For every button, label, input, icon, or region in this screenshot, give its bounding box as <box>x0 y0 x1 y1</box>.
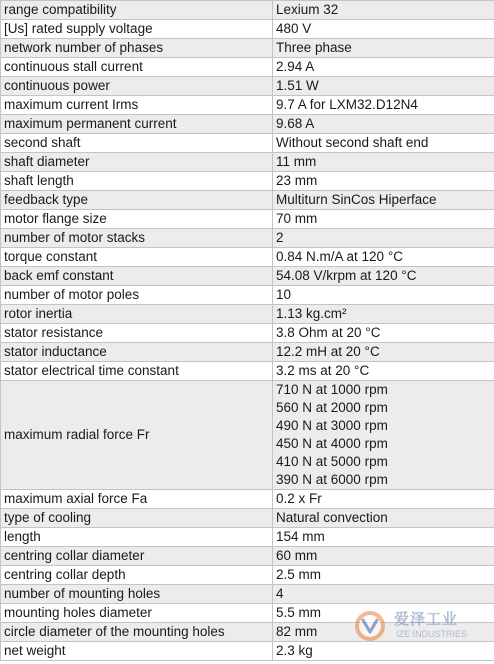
table-row <box>1 20 494 39</box>
spec-label: centring collar diameter <box>1 547 273 566</box>
spec-label: stator resistance <box>1 324 273 343</box>
spec-value-line: 450 N at 4000 rpm <box>276 436 388 451</box>
spec-value: 12.2 mH at 20 °C <box>273 343 494 362</box>
spec-value-line: 390 N at 6000 rpm <box>276 472 388 487</box>
spec-value: Natural convection <box>273 509 494 528</box>
spec-value: 2.3 kg <box>273 642 494 661</box>
table-row <box>1 362 494 381</box>
spec-value: 9.68 A <box>273 115 494 134</box>
spec-value: Multiturn SinCos Hiperface <box>273 191 494 210</box>
spec-value: 480 V <box>273 20 494 39</box>
table-row <box>1 77 494 96</box>
watermark-company-name-en: IZE INDUSTRIES <box>396 629 468 639</box>
spec-label: maximum permanent current <box>1 115 273 134</box>
table-row <box>1 623 494 642</box>
table-row <box>1 324 494 343</box>
spec-value: 82 mm <box>273 623 494 642</box>
spec-label: rotor inertia <box>1 305 273 324</box>
spec-value: 0.84 N.m/A at 120 °C <box>273 248 494 267</box>
spec-value: 9.7 A for LXM32.D12N4 <box>273 96 494 115</box>
table-row <box>1 134 494 153</box>
spec-value: Three phase <box>273 39 494 58</box>
spec-label: centring collar depth <box>1 566 273 585</box>
spec-value: 1.51 W <box>273 77 494 96</box>
table-row <box>1 509 494 528</box>
spec-value: 10 <box>273 286 494 305</box>
table-row <box>1 547 494 566</box>
spec-value-list <box>273 381 494 490</box>
spec-value: 5.5 mm <box>273 604 494 623</box>
spec-label: net weight <box>1 642 273 661</box>
spec-label: stator inductance <box>1 343 273 362</box>
table-row <box>1 604 494 623</box>
table-row <box>1 585 494 604</box>
spec-label: torque constant <box>1 248 273 267</box>
table-row <box>1 172 494 191</box>
spec-label: shaft length <box>1 172 273 191</box>
spec-label: second shaft <box>1 134 273 153</box>
spec-label: maximum radial force Fr <box>1 381 273 490</box>
spec-label: circle diameter of the mounting holes <box>1 623 273 642</box>
table-row <box>1 305 494 324</box>
spec-label: continuous stall current <box>1 58 273 77</box>
table-row <box>1 115 494 134</box>
table-row <box>1 153 494 172</box>
spec-value: 1.13 kg.cm² <box>273 305 494 324</box>
table-row <box>1 1 494 20</box>
table-row <box>1 191 494 210</box>
spec-value-line: 410 N at 5000 rpm <box>276 454 388 469</box>
spec-value: 3.8 Ohm at 20 °C <box>273 324 494 343</box>
spec-label: stator electrical time constant <box>1 362 273 381</box>
spec-label: shaft diameter <box>1 153 273 172</box>
spec-value-line: 560 N at 2000 rpm <box>276 400 388 415</box>
spec-value: 54.08 V/krpm at 120 °C <box>273 267 494 286</box>
spec-value: Without second shaft end <box>273 134 494 153</box>
table-row <box>1 58 494 77</box>
spec-value-line: 710 N at 1000 rpm <box>276 382 388 397</box>
table-row <box>1 381 494 490</box>
spec-value: 4 <box>273 585 494 604</box>
spec-label: maximum axial force Fa <box>1 490 273 509</box>
spec-label: number of motor poles <box>1 286 273 305</box>
spec-label: length <box>1 528 273 547</box>
table-row <box>1 248 494 267</box>
spec-value: 3.2 ms at 20 °C <box>273 362 494 381</box>
watermark-company-name-cn: 爱泽工业 <box>394 610 459 628</box>
spec-label: network number of phases <box>1 39 273 58</box>
table-row <box>1 528 494 547</box>
table-row <box>1 267 494 286</box>
spec-label: [Us] rated supply voltage <box>1 20 273 39</box>
table-row <box>1 39 494 58</box>
table-row <box>1 96 494 115</box>
table-row <box>1 490 494 509</box>
table-row <box>1 229 494 248</box>
spec-value: 60 mm <box>273 547 494 566</box>
spec-value-line: 490 N at 3000 rpm <box>276 418 388 433</box>
specification-table-body <box>1 1 494 661</box>
spec-value: 2.94 A <box>273 58 494 77</box>
spec-value: Lexium 32 <box>273 1 494 20</box>
spec-label: back emf constant <box>1 267 273 286</box>
spec-value: 0.2 x Fr <box>273 490 494 509</box>
spec-value: 70 mm <box>273 210 494 229</box>
spec-value: 2.5 mm <box>273 566 494 585</box>
spec-label: motor flange size <box>1 210 273 229</box>
spec-value: 23 mm <box>273 172 494 191</box>
table-row <box>1 343 494 362</box>
spec-label: range compatibility <box>1 1 273 20</box>
table-row <box>1 566 494 585</box>
spec-label: number of mounting holes <box>1 585 273 604</box>
spec-label: continuous power <box>1 77 273 96</box>
table-row <box>1 642 494 661</box>
spec-label: mounting holes diameter <box>1 604 273 623</box>
table-row <box>1 210 494 229</box>
table-row <box>1 286 494 305</box>
spec-value: 11 mm <box>273 153 494 172</box>
spec-label: number of motor stacks <box>1 229 273 248</box>
spec-value: 2 <box>273 229 494 248</box>
spec-label: maximum current Irms <box>1 96 273 115</box>
spec-value: 154 mm <box>273 528 494 547</box>
spec-label: type of cooling <box>1 509 273 528</box>
spec-label: feedback type <box>1 191 273 210</box>
